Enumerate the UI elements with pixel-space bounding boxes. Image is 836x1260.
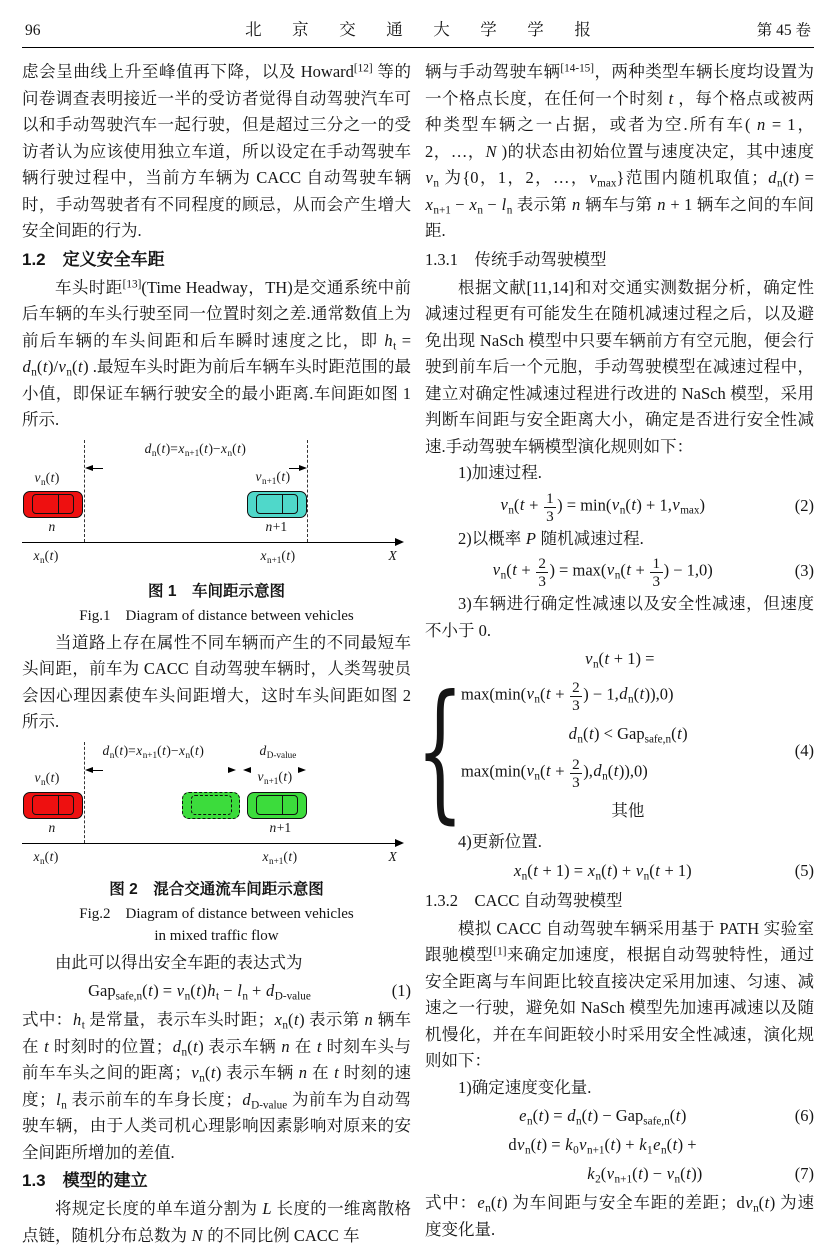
measure-arrow-right-icon: [299, 465, 307, 471]
vehicle-divider: [58, 795, 59, 815]
speed-label-n: $v_n(t)$: [34, 769, 60, 787]
equation-body: $x_n(t + 1) = x_n(t) + v_n(t + 1)$: [513, 860, 692, 883]
vehicle-cab: [32, 795, 74, 815]
measure-arrow-left-icon: [85, 767, 93, 773]
case-lines: [455, 678, 795, 825]
axis-label: X: [388, 547, 397, 563]
vehicle-n1-label: n+1: [265, 518, 288, 534]
equation-number: (5): [794, 860, 814, 880]
equation-body: $dv_n(t) = k_0v_{n+1}(t) + k_1e_n(t)$ +: [508, 1135, 697, 1157]
list-item: 2)以概率 P 随机减速过程.: [458, 528, 644, 548]
figure-2-diagram: [22, 742, 404, 870]
speed-label-n1: $v_{n+1}(t)$: [255, 468, 291, 486]
equation-body: $e_n(t) = d_n(t) - Gap_{safe,n}(t)$: [519, 1106, 687, 1128]
dashed-measure-line: [307, 440, 308, 542]
axis-label: X: [388, 848, 397, 864]
equation-number: (1): [391, 981, 411, 1001]
header-rule: [22, 47, 814, 48]
paragraph: 式中：$e_n(t)$ 为车间距与安全车距的差距；$dv_n(t)$ 为速度变化量.: [425, 1193, 814, 1239]
equation-1: [22, 978, 411, 1005]
vehicle-n1: [247, 792, 307, 819]
vehicle-n-label: n: [48, 518, 56, 534]
road-axis: [22, 542, 402, 544]
list-item: 4)更新位置.: [458, 832, 542, 851]
equation-number: (2): [794, 495, 814, 515]
equation-5: [425, 858, 814, 885]
figure-2-caption: [22, 879, 411, 947]
vehicle-n-label: n: [48, 819, 56, 835]
speed-label-n: $v_n(t)$: [34, 469, 60, 487]
vehicle-n: [23, 491, 83, 518]
figure-1-caption-en: Fig.1 Diagram of distance between vehicles: [79, 607, 354, 624]
figure-1-caption: [22, 581, 411, 627]
measure-arrow-left-icon: [85, 465, 93, 471]
paragraph: 模拟 CACC 自动驾驶车辆采用基于 PATH 实验室跟驰模型[1]来确定加速度，根据自动驾驶特性，通过安全距离与车间距比较直接决定采用加速、匀速、减速之一行驶，避免如 NaSch 模型先加速再减速以及随机慢化，并在车间距较小时采用安全性减速，演化规则如下：: [425, 918, 815, 1070]
paragraph: 辆与手动驾驶车辆[14-15]，两种类型车辆长度均设置为一个格点长度，在任何一个时刻 t ，每个格点或被两种类型车辆之一占据，或者为空.所有车( n = 1，2，…，N )的状态由初始位置与速度决定，其中速度 $v_n$ 为{0，1，2，…，$v_{max}$}范围内随机取值；$d_n(t) = x_{n+1} - x_n - l_n$ 表示第 n 辆车与第 n + 1 辆车之间的车间距.: [425, 62, 815, 240]
measure-arrow-right-icon: [298, 767, 306, 773]
figure-2-caption-en2: in mixed traffic flow: [154, 927, 279, 944]
paragraph: 当道路上存在属性不同车辆而产生的不同最短车头间距，前车为 CACC 自动驾驶车辆时，人类驾驶员会因心理因素使车头间距增大，这时车头间距如图 2 所示.: [22, 632, 411, 731]
volume-label: 第 45 卷: [756, 22, 811, 39]
equation-6: [425, 1103, 814, 1130]
position-label-n1: $x_{n+1}(t)$: [260, 547, 296, 565]
equation-body: $v_n(t$ + $\frac{1}{3}$ ) = $\min(v_n(t) + 1,v_{max})$: [500, 489, 706, 525]
axis-arrow-icon: [395, 839, 404, 847]
paragraph: 式中：$h_t$ 是常量，表示车头时距；$x_n(t)$ 表示第 n 辆车在 t 时刻时的位置；$d_n(t)$ 表示车辆 n 在 t 时刻车头与前车车头之间的距离；$v_n(t)$ 表示车辆 n 在 t 时刻的速度；$l_n$ 表示前车的车身长度；$d_{D-value}$ 为前车为自动驾驶车辆，由于人类司机心理影响因素影响对原来的安全间距所增加的差值.: [22, 1010, 412, 1162]
case-condition: $d_n(t) < Gap_{safe,n}(t)$: [568, 723, 688, 745]
vehicle-cab: [256, 795, 298, 815]
measure-arrow-right-icon: [228, 767, 236, 773]
paragraph: 车头时距[13](Time Headway，TH)是交通系统中前后车辆的车头行驶至同一位置时刻之差.通常数值上为前后车辆的车头间距和后车瞬时速度之比，即 $h_t = d_n(t)/v_n(t)$ .最短车头时距为前后车辆车头时距范围的最小值，即保证车辆行驶安全的最小距离.车间距如图 1 所示.: [22, 277, 412, 429]
vehicle-cab: [191, 795, 232, 815]
section-heading-1-3: 1.3 模型的建立: [22, 1171, 148, 1190]
case-brace: {: [416, 664, 464, 838]
dashed-measure-line: [84, 742, 85, 843]
case-line: $\max(\min(v_n(t$ + $\frac{2}{3}$ ) − $1,d_n(t)),0$): [461, 678, 674, 714]
equation-7-line2: [425, 1161, 814, 1188]
equation-body: $v_n(t$ + $\frac{2}{3}$ ) = $\max(v_n(t$ + $\frac{1}{3}$ ) − 1,0): [492, 555, 713, 590]
equation-number: (6): [794, 1106, 814, 1126]
list-item: 3)车辆进行确定性减速以及安全性减速，但速度不小于 0.: [425, 594, 814, 640]
equation-2: [425, 489, 814, 524]
vehicle-cab: [256, 494, 298, 514]
section-heading-1-3-2: 1.3.2 CACC 自动驾驶模型: [425, 890, 623, 910]
vehicle-cab: [32, 494, 74, 514]
equation-body: $v_n(t + 1)$ =: [585, 649, 655, 671]
measure-arrow-tail: [93, 770, 103, 771]
position-label-n: $x_n(t)$: [33, 547, 59, 565]
gap-equation-label: $d_n(t)=x_{n+1}(t)-x_n(t)$: [102, 742, 204, 760]
paragraph: 根据文献[11,14]和对交通实测数据分析，确定性减速过程更有可能发生在随机减速过程之后，以及避免出现 NaSch 模型中只要车辆前方有空元胞，便会行驶到前车后一个元胞，手动驾驶模型在减速过程中，建立对确定性减速过程进行改进的 NaSch 模型，采用判断车间距与安全距离大小，确定是否进行安全性减速.手动驾驶车辆模型演化规则如下：: [425, 277, 814, 456]
page-header: [25, 16, 811, 40]
equation-body: $k_2(v_{n+1}(t) - v_n(t))$: [587, 1164, 703, 1186]
measure-arrow-left-icon: [243, 767, 251, 773]
equation-number: (7): [794, 1164, 814, 1184]
journal-title-wrap: [115, 16, 721, 40]
vehicle-n1: [247, 491, 307, 518]
vehicle-ghost: [182, 792, 240, 819]
measure-arrow-tail: [289, 468, 299, 469]
position-label-n: $x_n(t)$: [33, 848, 59, 866]
paragraph: 将规定长度的单车道分割为 L 长度的一维离散格点链，随机分布总数为 N 的不同比例 CACC 车: [22, 1199, 412, 1245]
case-condition: 其他: [611, 801, 645, 820]
dashed-measure-line: [84, 440, 85, 542]
position-label-n1: $x_{n+1}(t)$: [262, 848, 298, 866]
figure-1-caption-zh: 图 1 车间距示意图: [148, 582, 285, 600]
measure-arrow-tail: [93, 468, 103, 469]
right-column: [416, 59, 815, 1243]
list-item: 1)确定速度变化量.: [458, 1077, 592, 1097]
vehicle-divider: [282, 795, 283, 815]
case-line: $\max(\min(v_n(t$ + $\frac{2}{3}$ )$,d_n(t)),0$): [461, 756, 648, 791]
section-heading-1-2: 1.2 定义安全车距: [22, 249, 165, 269]
paragraph: 由此可以得出安全车距的表达式为: [55, 952, 303, 972]
equation-4: [416, 664, 814, 838]
vehicle-n: [23, 792, 83, 819]
figure-2-caption-en: Fig.2 Diagram of distance between vehicles: [79, 905, 354, 922]
equation-number: (4): [794, 740, 814, 760]
axis-arrow-icon: [395, 538, 404, 546]
road-axis: [22, 843, 402, 845]
figure-2-caption-zh: 图 2 混合交通流车间距示意图: [109, 880, 324, 898]
page-number: 96: [25, 22, 41, 39]
figure-1-diagram: [22, 440, 404, 572]
paragraph: 虑会呈曲线上升至峰值再下降，以及 Howard[12] 等的问卷调查表明接近一半的受访者觉得自动驾驶汽车可以和手动驾驶汽车一起行驶，但是超过三分之一的受访者认为应该使用独立车道，所以设定在手动驾驶车辆行驶过程中，当前方车辆为 CACC 自动驾驶车辆时，手动驾驶者有不同程度的顾忌，从而会产生增大安全间距的行为.: [22, 62, 412, 240]
list-item: 1)加速过程.: [458, 463, 542, 482]
equation-number: (3): [794, 561, 814, 581]
vehicle-divider: [282, 494, 283, 514]
vehicle-divider: [58, 494, 59, 514]
equation-4-head: [425, 646, 814, 673]
speed-label-n1: $v_{n+1}(t)$: [257, 768, 293, 786]
equation-body: $Gap_{safe,n}(t) = v_n(t)h_t - l_n + d_{D-value}$: [88, 981, 311, 1003]
left-column: [22, 59, 411, 1249]
figure-1: [22, 440, 411, 627]
equation-7-line1: [425, 1132, 814, 1159]
gap-equation-label: $d_n(t)=x_{n+1}(t)-x_n(t)$: [144, 440, 246, 458]
journal-title: 北京交通大学学报: [245, 20, 622, 39]
section-heading-1-3-1: 1.3.1 传统手动驾驶模型: [425, 249, 607, 269]
d-value-label: $d_{D-value}$: [259, 742, 297, 760]
vehicle-n1-label: n+1: [269, 819, 292, 835]
figure-2: [22, 742, 411, 947]
equation-3: [425, 554, 814, 589]
